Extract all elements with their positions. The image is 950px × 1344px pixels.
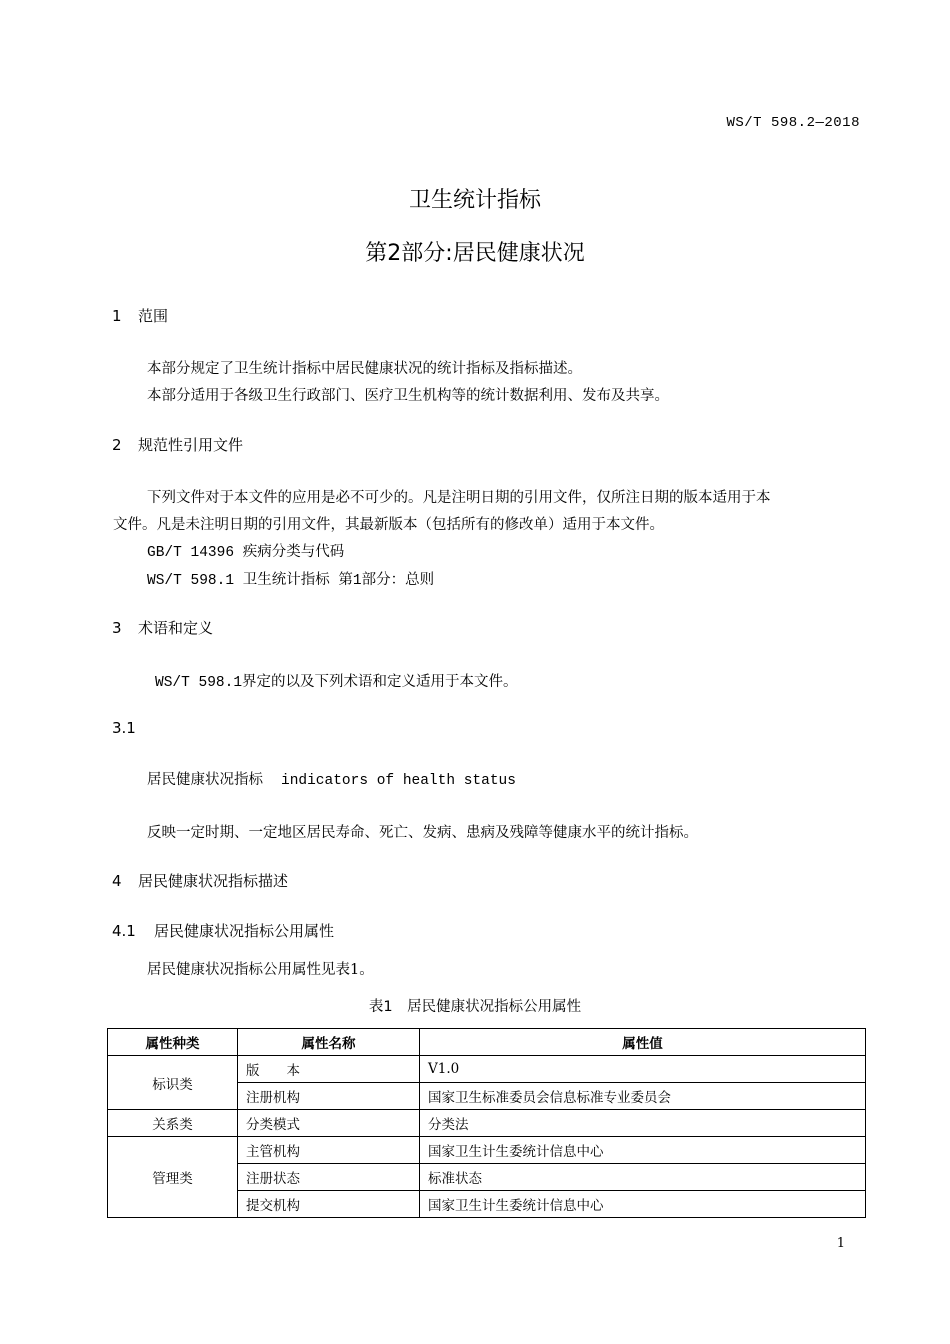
standard-number: WS/T 598.2—2018 xyxy=(726,115,860,131)
document-title: 卫生统计指标 xyxy=(408,188,541,213)
document-subtitle: 第2部分:居民健康状况 xyxy=(365,241,585,266)
section-title: 居民健康状况指标公用属性 xyxy=(154,922,335,940)
value-cell: V1.0 xyxy=(420,1056,866,1083)
section-4-heading xyxy=(112,870,288,891)
term-entry xyxy=(147,768,516,789)
section-title: 术语和定义 xyxy=(138,619,214,637)
column-header: 属性值 xyxy=(420,1029,866,1056)
term-chinese: 居民健康状况指标 xyxy=(147,772,263,788)
name-cell: 注册状态 xyxy=(238,1164,420,1191)
section-number: 1 xyxy=(112,307,122,325)
table-header-row xyxy=(108,1029,866,1056)
table-row xyxy=(108,1056,866,1083)
value-cell: 分类法 xyxy=(420,1110,866,1137)
paragraph-line: 下列文件对于本文件的应用是必不可少的。凡是注明日期的引用文件，仅所注日期的版本适用于本 xyxy=(147,490,771,506)
clause-3-1-number: 3.1 xyxy=(112,719,136,737)
clause-4-1-heading xyxy=(112,920,334,941)
section-number: 4.1 xyxy=(112,922,136,940)
value-cell: 标准状态 xyxy=(420,1164,866,1191)
column-header: 属性种类 xyxy=(108,1029,238,1056)
section-number: 4 xyxy=(112,872,122,890)
section-1-heading xyxy=(112,305,168,326)
paragraph-line: 文件。凡是未注明日期的引用文件，其最新版本（包括所有的修改单）适用于本文件。 xyxy=(113,517,664,533)
paragraph: 居民健康状况指标公用属性见表1。 xyxy=(147,962,374,978)
paragraph: 本部分适用于各级卫生行政部门、医疗卫生机构等的统计数据利用、发布及共享。 xyxy=(147,388,669,404)
term-english: indicators of health status xyxy=(281,773,516,789)
section-number: 2 xyxy=(112,436,122,454)
paragraph: WS/T 598.1界定的以及下列术语和定义适用于本文件。 xyxy=(155,675,518,691)
section-title: 规范性引用文件 xyxy=(138,436,244,454)
section-2-heading xyxy=(112,434,243,455)
name-cell: 分类模式 xyxy=(238,1110,420,1137)
section-title: 范围 xyxy=(138,307,169,325)
section-number: 3 xyxy=(112,619,122,637)
attributes-table xyxy=(107,1028,866,1218)
paragraph: 本部分规定了卫生统计指标中居民健康状况的统计指标及指标描述。 xyxy=(147,361,582,377)
term-definition: 反映一定时期、一定地区居民寿命、死亡、发病、患病及残障等健康水平的统计指标。 xyxy=(147,825,698,841)
table-row xyxy=(108,1110,866,1137)
category-cell: 标识类 xyxy=(108,1056,238,1110)
name-cell: 主管机构 xyxy=(238,1137,420,1164)
value-cell: 国家卫生标准委员会信息标准专业委员会 xyxy=(420,1083,866,1110)
section-title: 居民健康状况指标描述 xyxy=(138,872,289,890)
section-3-heading xyxy=(112,617,213,638)
table-row xyxy=(108,1137,866,1164)
category-cell: 管理类 xyxy=(108,1137,238,1218)
page-number: 1 xyxy=(836,1236,845,1251)
name-cell: 版 本 xyxy=(238,1056,420,1083)
name-cell: 提交机构 xyxy=(238,1191,420,1218)
table-caption: 表1 居民健康状况指标公用属性 xyxy=(368,999,582,1015)
category-cell: 关系类 xyxy=(108,1110,238,1137)
name-cell: 注册机构 xyxy=(238,1083,420,1110)
reference-item: WS/T 598.1 卫生统计指标 第1部分：总则 xyxy=(147,573,435,589)
column-header: 属性名称 xyxy=(238,1029,420,1056)
value-cell: 国家卫生计生委统计信息中心 xyxy=(420,1137,866,1164)
value-cell: 国家卫生计生委统计信息中心 xyxy=(420,1191,866,1218)
reference-item: GB/T 14396 疾病分类与代码 xyxy=(147,545,345,561)
